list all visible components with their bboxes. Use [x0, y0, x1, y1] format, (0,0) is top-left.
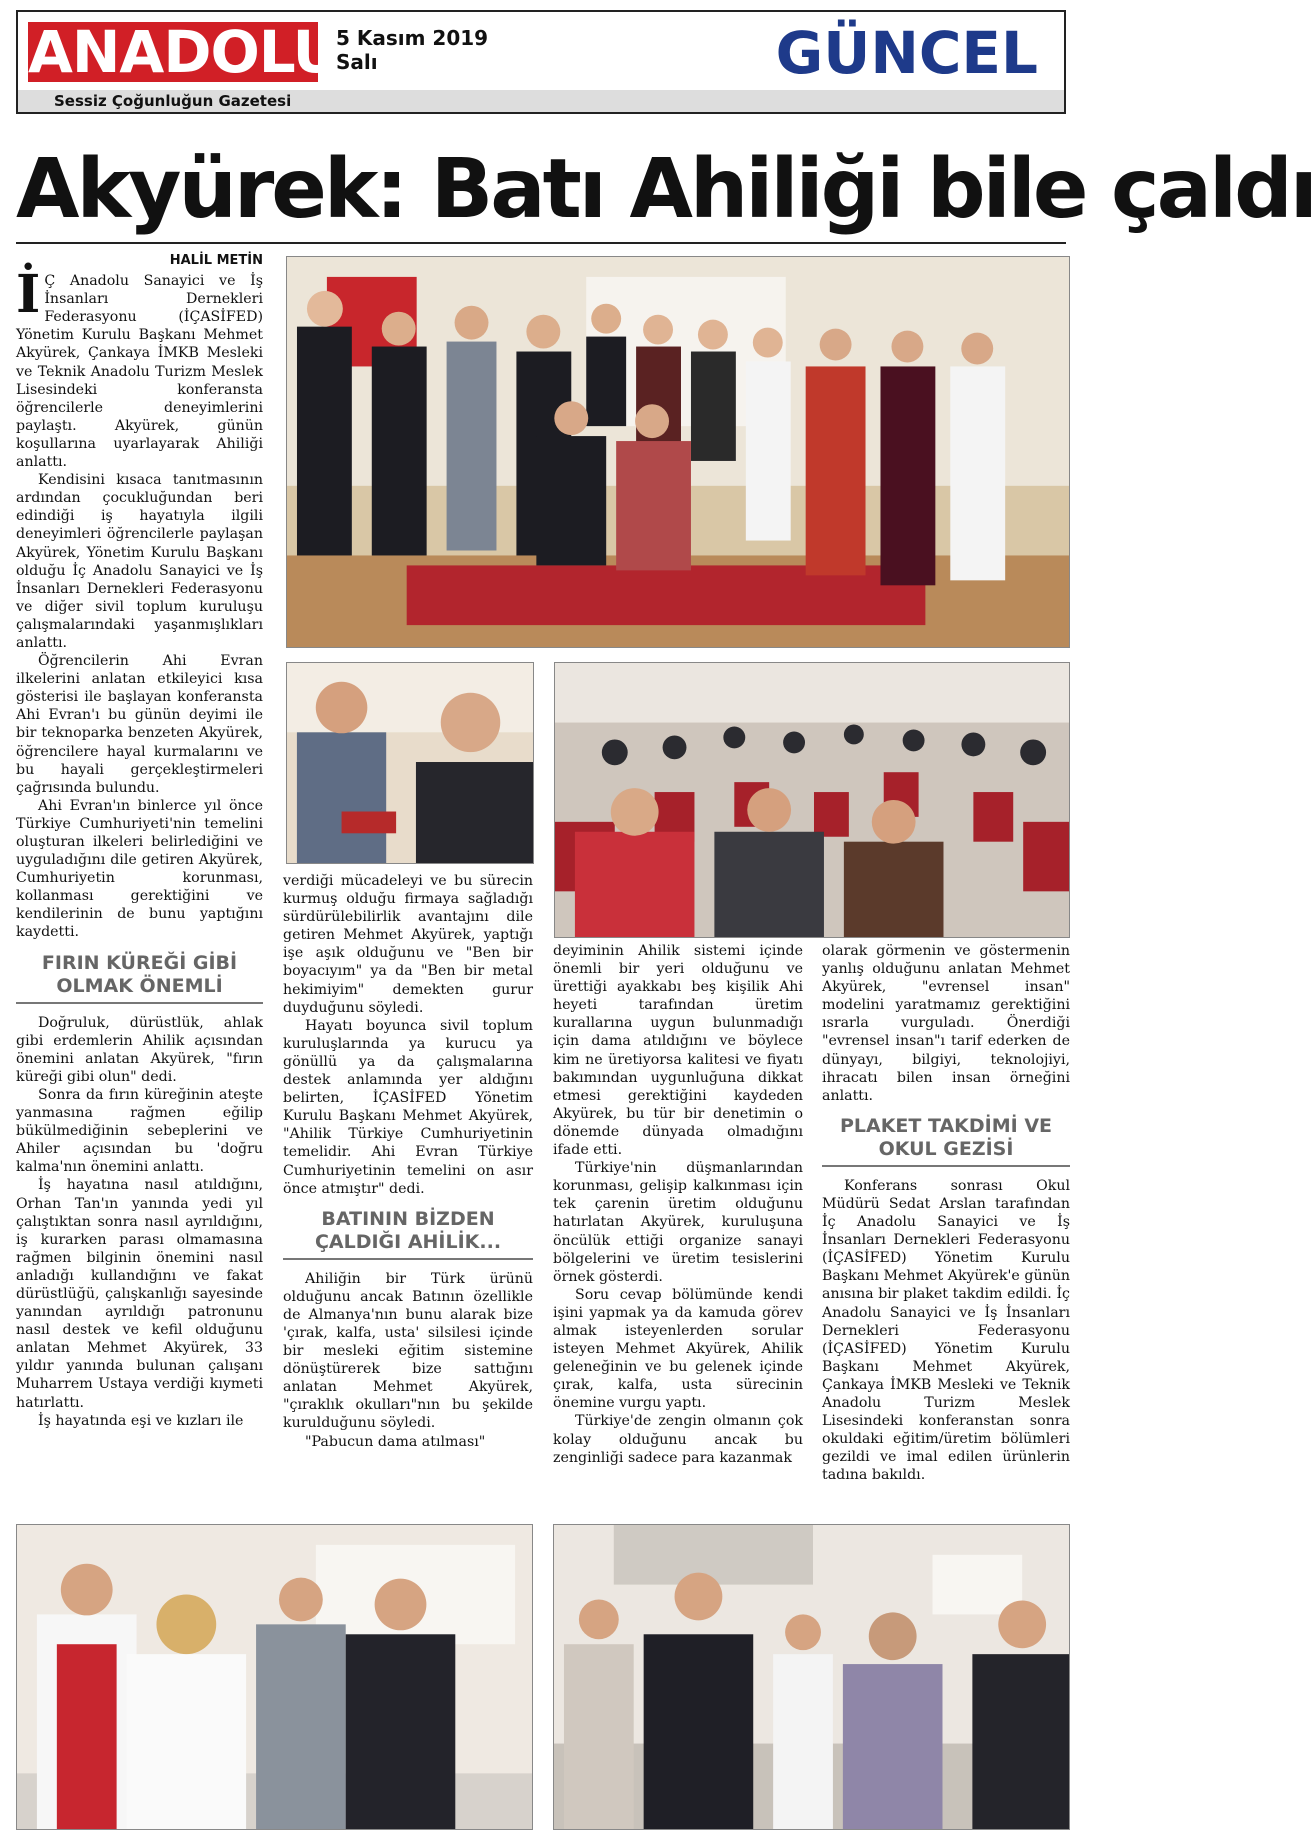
paragraph: Soru cevap bölümünde kendi işini yapmak ya da kamuda görev almak isteyenlerden sorular isteyen Mehmet Akyürek, Ahilik geleneğinin ve bu gelenek içinde çırak, kalfa, usta sürecinin önemine vurgu yaptı. — [553, 1286, 803, 1412]
tagline-bar — [16, 90, 1066, 114]
paragraph: Türkiye'nin düşmanlarından korunması, gelişip kalkınması için tek çarenin üretim olduğunu hatırlatan Akyürek, kuruluşuna öncülük ettiği organize sanayi bölgelerini ve üretim tesislerini örnek gösterdi. — [553, 1160, 803, 1285]
byline: HALİL METİN — [169, 253, 263, 268]
paragraph: İ Ç Anadolu Sanayici ve İş İnsanları Dernekleri Federasyonu (İÇASİFED) Yönetim Kurulu Başkanı Mehmet Akyürek, Çankaya İMKB Mesleki ve Teknik Anadolu Turizm Meslek Lisesindeki konferansta öğrencilerle deneyimlerini paylaştı. Akyürek, günün koşullarına uyarlayarak Ahiliği anlattı. — [16, 264, 263, 471]
drop-cap: İ — [16, 264, 41, 326]
headline: Akyürek: Batı Ahiliği bile çaldı — [16, 142, 1315, 237]
article-column-1 — [16, 252, 263, 1430]
paragraph: deyiminin Ahilik sistemi içinde önemli bir yeri olduğunu ve ürettiği ayakkabı beş kişilik Ahi heyeti tarafından üretim kurallarına uygun bulunmadığı için dama atıldığını ve böylece kim ne üretiyorsa kalitesi ve fiyatı bakımından uygunluğuna dikkat etmesi gerektiğini kaydeden Akyürek, bu tür bir denetimin o dönemde dünyada olmadığını ifade etti. — [553, 943, 803, 1159]
issue-date — [336, 26, 488, 74]
paragraph: Sonra da fırın küreğinin ateşte yanmasına rağmen eğilip bükülmediğinin sebeplerini ve Ahiler açısından bu 'doğru kalma'nın önemini anlattı. — [16, 1086, 263, 1176]
newspaper-logo: ANADOLU — [28, 18, 339, 86]
article-column-4 — [822, 942, 1070, 1484]
paragraph: Ahiliğin bir Türk ürünü olduğunu ancak Batının özellikle de Almanya'nın bunu alarak bize 'çırak, kalfa, usta' silsilesi içinde bir mesleki eğitim sistemine dönüştürerek bize sattığını anlatan Mehmet Akyürek, "çıraklık okulları"nın bu şekilde kurulduğunu söyledi. — [283, 1270, 533, 1432]
paragraph: Hayatı boyunca sivil toplum kuruluşlarında ya kurucu ya gönüllü ya da çalışmalarına destek anlamında yer aldığını belirten, İÇASİFED Yönetim Kurulu Başkanı Mehmet Akyürek, "Ahilik Türkiye Cumhuriyetinin temelidir. Ahi Evran Türkiye Cumhuriyetinin temelini on asır önce atmıştır" dedi. — [283, 1017, 533, 1197]
masthead — [16, 10, 1066, 90]
speaker-photo — [286, 662, 534, 864]
audience-photo — [554, 662, 1070, 938]
paragraph: İş hayatına nasıl atıldığını, Orhan Tan'ın yanında yedi yıl çalıştıktan sonra nasıl ayrıldığını, iş kurarken parası olmamasına rağmen bilginin önemini nasıl anladığı kullandığını ve fakat dürüstlüğü, çalışkanlığı sayesinde yanından ayrıldığı patronunu nasıl destek ve kefil olduğunu anlatan Mehmet Akyürek, 33 yıldır yanında bulunan çalışanı Muharrem Ustaya verdiği kıymeti hatırlattı. — [16, 1177, 263, 1411]
paragraph: Ahi Evran'ın binlerce yıl önce Türkiye Cumhuriyeti'nin temelini oluşturan ilkeleri belirlediğini ve uyguladığını dile getiren Akyürek, Cumhuriyetin korunması, kollanması gerektiğini ve kendilerinin de bunu yaptığını kaydetti. — [16, 797, 263, 941]
kitchen-tour-photo-2 — [553, 1524, 1070, 1830]
section-title: GÜNCEL — [775, 19, 1038, 87]
article-column-3 — [553, 942, 803, 1467]
paragraph: Türkiye'de zengin olmanın çok kolay olduğunu ancak bu zenginliği sadece para kazanmak — [553, 1413, 803, 1466]
kitchen-tour-photo-1 — [16, 1524, 533, 1830]
paragraph: verdiği mücadeleyi ve bu sürecin kurmuş olduğu firmaya sağladığı sürdürülebilirlik avantajını dile getiren Mehmet Akyürek, yaptığı işe aşık olduğunu ve "Ben bir boyacıyım" ya da "Ben bir metal hekimiyim" demekten gurur duyduğunu söyledi. — [283, 873, 533, 1016]
tagline: Sessiz Çoğunluğun Gazetesi — [54, 92, 292, 110]
subheading: FIRIN KÜREĞİ GİBİ OLMAK ÖNEMLİ — [16, 952, 263, 1004]
headline-rule — [16, 242, 1066, 244]
weekday-text: Salı — [336, 50, 378, 74]
subheading: PLAKET TAKDİMİ VE OKUL GEZİSİ — [822, 1115, 1070, 1167]
paragraph: olarak görmenin ve göstermenin yanlış olduğunu anlatan Mehmet Akyürek, "evrensel insan" modelini yaratmamız gerektiğini ısrarla vurguladı. Önerdiği "evrensel insan"ı tarif ederken de dünyayı, bilgiyi, teknolojiyi, ihracatı bilen insan örneğini anlattı. — [822, 943, 1070, 1104]
paragraph: Öğrencilerin Ahi Evran ilkelerini anlatan etkileyici kısa gösterisi ile başlayan konferansta Ahi Evran'ı bu günün deyimi ile bir teknoparka benzeten Akyürek, öğrencilere hayal kurmalarını ve bu hayali gerçekleştirmeleri çağrısında bulundu. — [16, 653, 263, 796]
date-text: 5 Kasım 2019 — [336, 26, 489, 50]
article-column-2 — [283, 872, 533, 1451]
subheading: BATININ BİZDEN ÇALDIĞI AHİLİK... — [283, 1208, 533, 1260]
paragraph: "Pabucun dama atılması" — [305, 1433, 486, 1450]
paragraph: İş hayatında eşi ve kızları ile — [38, 1412, 244, 1429]
paragraph: Kendisini kısaca tanıtmasının ardından çocukluğundan beri edindiği iş hayatıyla ilgili deneyimleri öğrencilerle paylaşan Akyürek, Yönetim Kurulu Başkanı olduğu İç Anadolu Sanayici ve İş İnsanları Dernekleri Federasyonu ve diğer sivil toplum kuruluşu çalışmalarındaki yaşanmışlıkları anlattı. — [16, 472, 263, 651]
paragraph: Konferans sonrası Okul Müdürü Sedat Arslan tarafından İç Anadolu Sanayici ve İş İnsanları Dernekleri Federasyonu (İÇASİFED) Yönetim Kurulu Başkanı Mehmet Akyürek'e günün anısına bir plaket takdim edildi. İç Anadolu Sanayici ve İş İnsanları Dernekleri Federasyonu (İÇASİFED) Yönetim Kurulu Başkanı Mehmet Akyürek, Çankaya İMKB Mesleki ve Teknik Anadolu Turizm Meslek Lisesindeki konferanstan sonra okuldaki eğitim/üretim bölümleri gezildi ve imal edilen ürünlerin tadına bakıldı. — [822, 1177, 1070, 1484]
paragraph: Doğruluk, dürüstlük, ahlak gibi erdemlerin Ahilik açısından önemini anlatan Akyürek, "fırın küreği gibi olun" dedi. — [16, 1014, 263, 1085]
group-photo — [286, 256, 1070, 648]
